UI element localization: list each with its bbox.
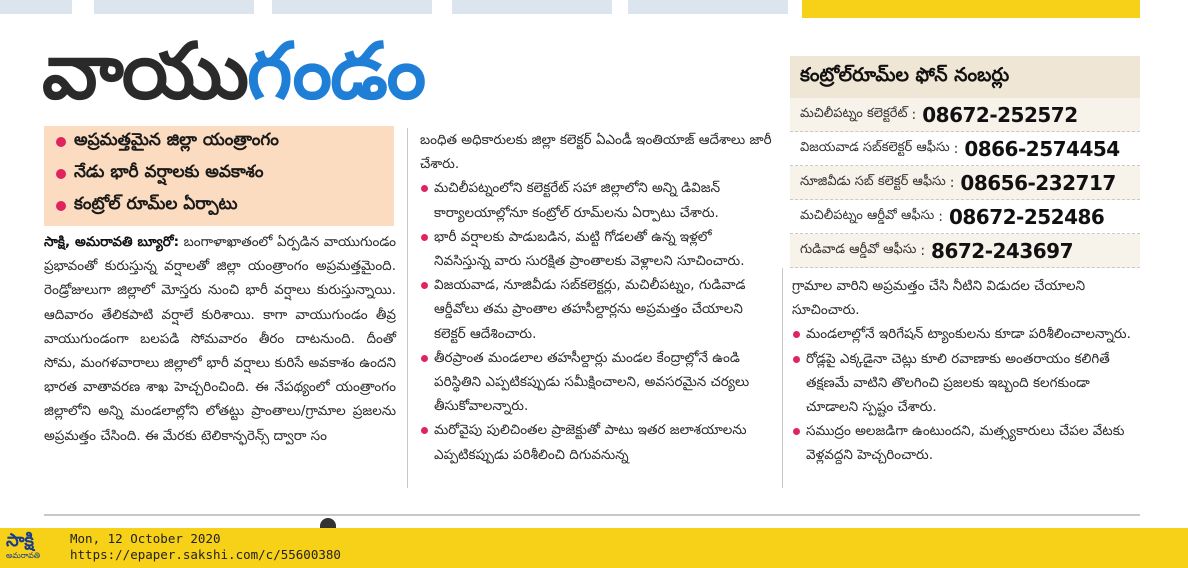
article-bullet: రోడ్లపై ఎక్కడైనా చెట్లు కూలి రవాణాకు అంతరాయం కలిగితే తక్షణమే వాటిని తొలగించి ప్రజలకు ఇబ్బంది కలగకుండా చూడాలని స్పష్టం చేశారు. xyxy=(792,347,1144,420)
phone-box-title: కంట్రోల్‌రూమ్‌ల ఫోన్ నంబర్లు xyxy=(790,56,1140,98)
control-room-phone-box xyxy=(790,56,1140,264)
highlight-item xyxy=(44,190,394,222)
sakshi-logo[interactable] xyxy=(6,531,62,565)
bullet-icon xyxy=(56,169,66,179)
bottom-rule xyxy=(44,514,1140,516)
colon-separator: : xyxy=(911,106,917,123)
dateline: సాక్షి, అమరావతి బ్యూరో: xyxy=(44,234,180,250)
logo-subtext: అమరావతి xyxy=(6,551,41,560)
highlight-text: కంట్రోల్ రూమ్‌ల ఏర్పాటు xyxy=(74,194,238,214)
colon-separator: : xyxy=(953,140,959,157)
article-body: బంగాళాఖాతంలో ఏర్పడిన వాయుగుండం ప్రభావంతో కురుస్తున్న వర్షాలతో జిల్లా యంత్రాంగం అప్రమత్తమైంది. రెండ్రోజులుగా జిల్లాలో మోస్తరు నుంచి భారీ వర్షాలు కురుస్తున్నాయి. ఆదివారం తేలికపాటి వర్షాలే కురిశాయి. కాగా వాయుగుండం తీవ్ర వాయుగుండంగా బలపడి సోమవారం తీరం దాటనుంది. దీంతో సోమ, మంగళవారాలు జిల్లాలో భారీ వర్షాలు కురిసే అవకాశం ఉందని భారత వాతావరణ శాఖ హెచ్చరించింది. ఈ నేపథ్యంలో యంత్రాంగం జిల్లాలోని అన్ని మండలాల్లోని లోతట్టు ప్రాంతాలు/గ్రామాల ప్రజలను అప్రమత్తం చేసింది. ఈ మేరకు టెలికాన్ఫరెన్స్ ద్వారా సం xyxy=(44,234,397,444)
phone-number: 8672-243697 xyxy=(931,238,1074,263)
phone-row xyxy=(790,132,1140,166)
article-column-3 xyxy=(792,274,1144,468)
column-divider xyxy=(782,268,783,488)
colon-separator: : xyxy=(920,242,926,259)
phone-row xyxy=(790,234,1140,268)
headline xyxy=(42,26,424,118)
article-column-2 xyxy=(420,128,772,467)
phone-label: మచిలీపట్నం కలెక్టరేట్ xyxy=(800,105,908,121)
article-bullet: మండలాల్లోనే ఇరిగేషన్ ట్యాంకులను కూడా పరిశీలించాలన్నారు. xyxy=(792,322,1144,346)
article-paragraph: బంధిత అధికారులకు జిల్లా కలెక్టర్ ఏఎండీ ఇంతియాజ్ ఆదేశాలు జారీ చేశారు. xyxy=(420,132,772,173)
logo-text: సాక్షి xyxy=(6,530,34,551)
headline-part2: గండం xyxy=(247,27,425,117)
article-paragraph: గ్రామాల వారిని అప్రమత్తం చేసి నీటిని విడుదల చేయాలని సూచించారు. xyxy=(792,278,1086,319)
top-banner xyxy=(802,0,1140,18)
phone-number: 0866-2574454 xyxy=(964,136,1120,161)
article-paragraph xyxy=(44,230,396,448)
phone-row xyxy=(790,98,1140,132)
phone-number: 08672-252486 xyxy=(948,204,1105,229)
phone-number: 08656-232717 xyxy=(960,170,1116,195)
colon-separator: : xyxy=(949,174,955,191)
source-url[interactable]: https://epaper.sakshi.com/c/55600380 xyxy=(70,547,341,562)
phone-label: గుడివాడ ఆర్డీవో ఆఫీసు xyxy=(800,241,917,257)
article-bullet: భారీ వర్షాలకు పాడుబడిన, మట్టి గోడలతో ఉన్న ఇళ్లలో నివసిస్తున్న వారు సురక్షిత ప్రాంతాలకు వెళ్లాలని సూచించారు. xyxy=(420,225,772,273)
phone-row xyxy=(790,200,1140,234)
phone-list xyxy=(790,98,1140,268)
article-bullet: మచిలీపట్నంలోని కలెక్టరేట్ సహా జిల్లాలోని అన్ని డివిజన్ కార్యాలయాల్లోనూ కంట్రోల్ రూమ్‌లను ఏర్పాటు చేశారు. xyxy=(420,176,772,224)
top-tab xyxy=(272,0,432,14)
bullet-icon xyxy=(56,201,66,211)
top-tab xyxy=(0,0,72,14)
highlights-box xyxy=(44,126,394,226)
phone-number: 08672-252572 xyxy=(922,102,1078,127)
phone-label: మచిలీపట్నం ఆర్డీవో ఆఫీసు xyxy=(800,207,935,223)
page-fragment xyxy=(320,518,336,528)
top-tab xyxy=(628,0,788,14)
footer-bar xyxy=(0,528,1188,568)
bullet-icon xyxy=(56,137,66,147)
article-bullet: మరోవైపు పులిచింతల ప్రాజెక్టుతో పాటు ఇతర జలాశయాలను ఎప్పటికప్పుడు పరిశీలించి దిగువనున్న xyxy=(420,418,772,466)
phone-label: విజయవాడ సబ్‌కలెక్టర్ ఆఫీసు xyxy=(800,139,950,155)
top-tab xyxy=(452,0,612,14)
headline-part1: వాయు xyxy=(42,27,248,117)
highlight-text: అప్రమత్తమైన జిల్లా యంత్రాంగం xyxy=(74,130,279,150)
highlight-text: నేడు భారీ వర్షాలకు అవకాశం xyxy=(74,162,264,182)
article-bullet: సముద్రం అలజడిగా ఉంటుందని, మత్స్యకారులు చేపల వేటకు వెళ్లవద్దని హెచ్చరించారు. xyxy=(792,419,1144,467)
top-strip xyxy=(0,0,1188,18)
article-bullet: తీరప్రాంత మండలాల తహసీల్దార్లు మండల కేంద్రాల్లోనే ఉండి పరిస్థితిని ఎప్పటికప్పుడు సమీక్షించాలని, అవసరమైన చర్యలు తీసుకోవాలన్నారు. xyxy=(420,346,772,419)
colon-separator: : xyxy=(938,208,943,225)
phone-row xyxy=(790,166,1140,200)
edition-date: Mon, 12 October 2020 xyxy=(70,531,221,546)
highlight-item xyxy=(44,158,394,190)
top-tab xyxy=(94,0,254,14)
column-divider xyxy=(407,128,408,488)
phone-label: నూజివీడు సబ్ కలెక్టర్ ఆఫీసు xyxy=(800,173,946,189)
highlight-item xyxy=(44,126,394,158)
article-bullet: విజయవాడ, నూజివీడు సబ్‌కలెక్టర్లు, మచిలీపట్నం, గుడివాడ ఆర్డీవోలు తమ ప్రాంతాల తహసీల్దార్లను అప్రమత్తం చేయాలని కలెక్టర్ ఆదేశించారు. xyxy=(420,273,772,346)
article-column-1 xyxy=(44,230,396,448)
